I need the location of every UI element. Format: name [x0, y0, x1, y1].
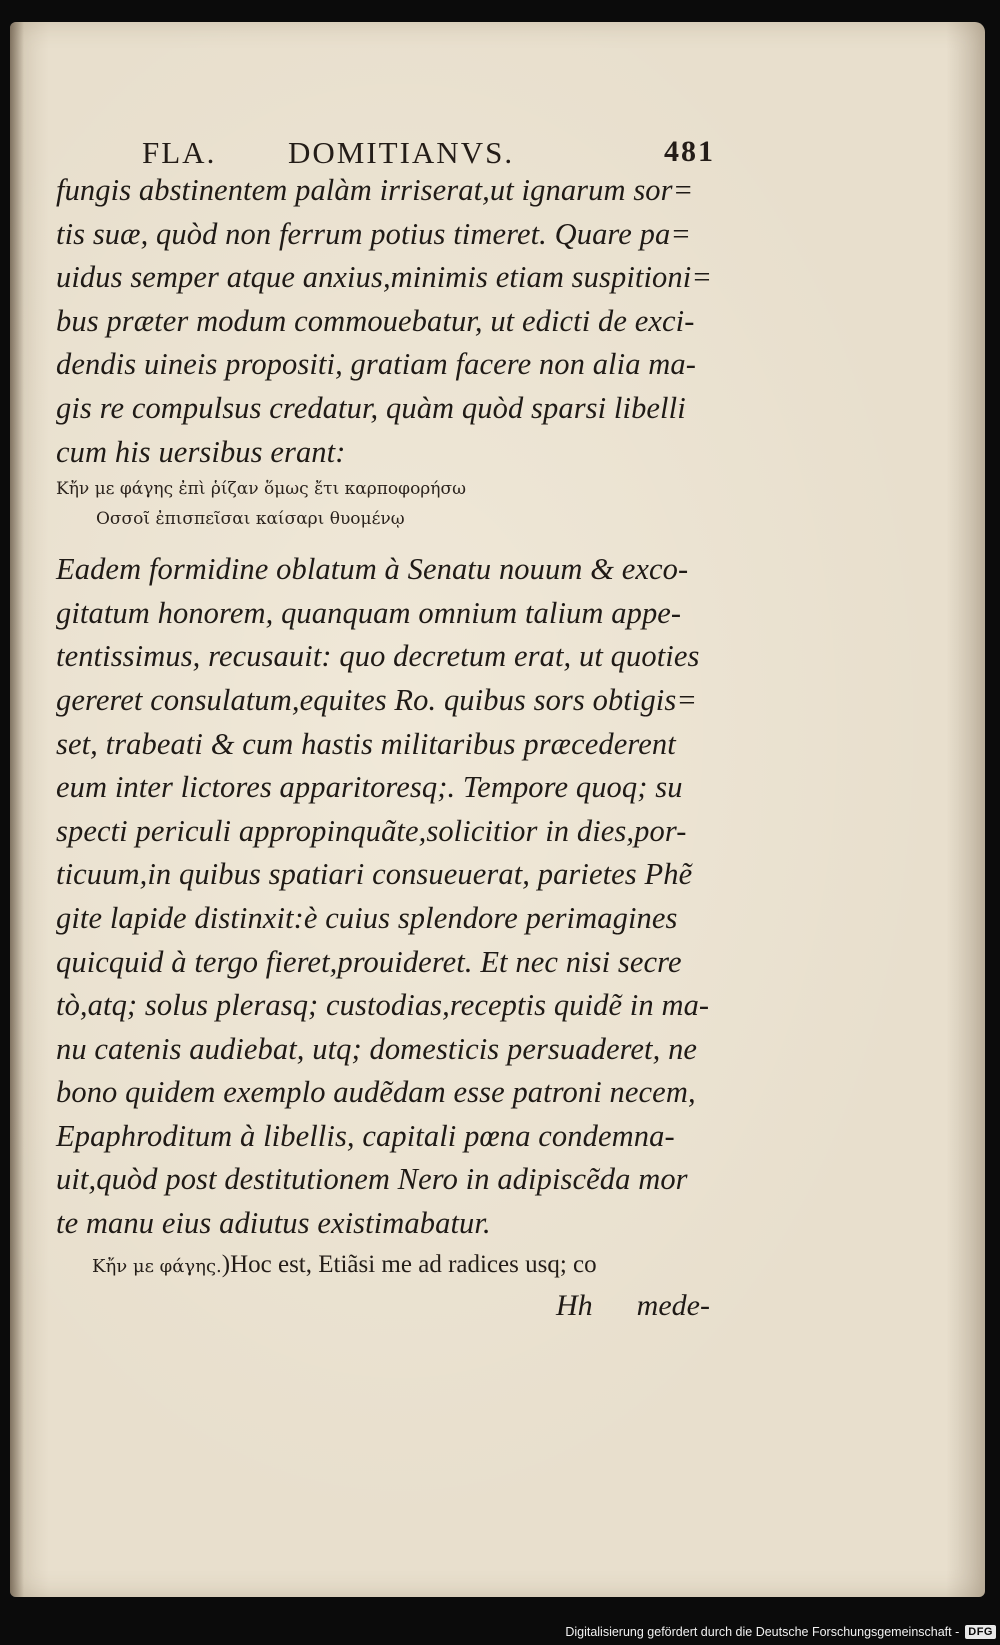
text-line: tis suæ, quòd non ferrum potius timeret. Quare pa=	[56, 216, 692, 251]
page-gutter-shadow	[10, 22, 24, 1597]
running-head	[56, 117, 736, 169]
book-page	[10, 22, 985, 1597]
digitization-footer	[557, 1619, 1000, 1645]
signature-mark: Hh	[556, 1288, 593, 1322]
text-block	[56, 117, 736, 1326]
text-line: gite lapide distinxit:è cuius splendore perimagines	[56, 900, 678, 935]
text-line: bus præter modum commouebatur, ut edicti de exci-	[56, 303, 695, 338]
text-line: specti periculi appropinquãte,solicitior in dies,por-	[56, 813, 687, 848]
text-line: tentissimus, recusauit: quo decretum erat, ut quoties	[56, 639, 700, 674]
text-line: gitatum honorem, quanquam omnium talium appe-	[56, 595, 682, 630]
text-line: uidus semper atque anxius,minimis etiam suspitioni=	[56, 260, 712, 295]
note-greek-lemma: Κἤν με φάγης.	[92, 1255, 222, 1277]
dfg-logo-icon: DFG	[965, 1625, 996, 1639]
catchword: mede-	[636, 1288, 710, 1322]
catchword-line	[56, 1286, 736, 1326]
paragraph-2	[56, 548, 736, 1246]
text-line: nu catenis audiebat, utq; domesticis persuaderet, ne	[56, 1031, 698, 1066]
text-line: gereret consulatum,equites Ro. quibus sors obtigis=	[56, 682, 698, 717]
running-head-left: FLA.	[142, 135, 217, 170]
text-line: quicquid à tergo fieret,prouideret. Et nec nisi secre	[56, 944, 682, 979]
greek-verse-line: Οσσοῖ ἐπισπεῖσαι καίσαρι θυομένῳ	[96, 509, 405, 530]
text-line: gis re compulsus credatur, quàm quòd sparsi libelli	[56, 390, 686, 425]
page-number: 481	[664, 135, 715, 168]
footer-credit: Digitalisierung gefördert durch die Deutsche Forschungsgemeinschaft -	[565, 1625, 960, 1639]
note-text: )Hoc est, Etiãsi me ad radices usq; co	[221, 1250, 597, 1278]
text-line: ticuum,in quibus spatiari consueuerat, parietes Phẽ	[56, 857, 693, 892]
text-line: Eadem formidine oblatum à Senatu nouum & exco-	[56, 552, 689, 587]
text-line: fungis abstinentem palàm irriserat,ut ignarum sor=	[56, 173, 694, 207]
text-line: eum inter lictores apparitoresq;. Tempore quoq; su	[56, 770, 683, 805]
running-head-title: DOMITIANVS.	[288, 135, 515, 170]
text-line: uit,quòd post destitutionem Nero in adipiscẽda mor	[56, 1162, 688, 1197]
text-line: bono quidem exemplo audẽdam esse patroni necem,	[56, 1075, 696, 1110]
text-line: dendis uineis propositi, gratiam facere non alia ma-	[56, 347, 697, 382]
text-line: te manu eius adiutus existimabatur.	[56, 1206, 491, 1241]
annotation-note	[56, 1246, 736, 1286]
greek-verse-block	[56, 474, 736, 534]
text-line: tò,atq; solus plerasq; custodias,receptis quidẽ in ma-	[56, 988, 710, 1023]
paragraph-1	[56, 169, 736, 474]
greek-verse-line: Κἤν με φάγης ἐπὶ ῥίζαν ὅμως ἔτι καρποφορήσω	[56, 479, 466, 500]
text-line: cum his uersibus erant:	[56, 434, 346, 469]
text-line: set, trabeati & cum hastis militaribus præcederent	[56, 726, 676, 761]
text-line: Epaphroditum à libellis, capitali pœna condemna-	[56, 1118, 675, 1153]
